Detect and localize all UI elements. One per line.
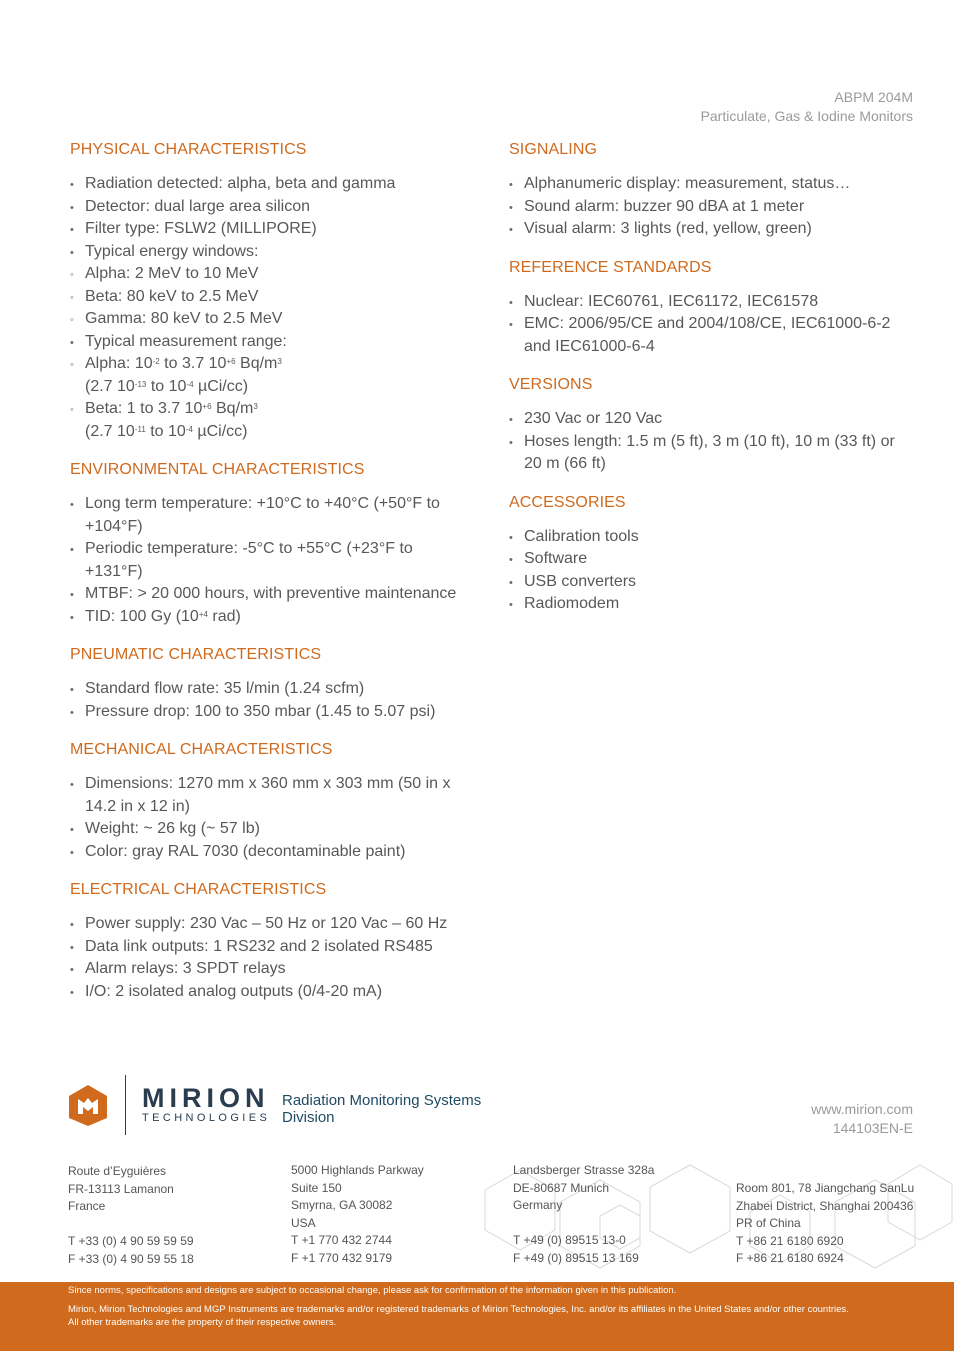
fax-number: F +86 21 6180 6924 (736, 1251, 844, 1266)
left-column (70, 140, 470, 1020)
logo-divider (125, 1075, 126, 1135)
list-item: • Hoses length: 1.5 m (5 ft), 3 m (10 ft), 10 m (33 ft) or 20 m (66 ft) (509, 431, 909, 476)
list-item: • Nuclear: IEC60761, IEC61172, IEC61578 (509, 291, 909, 314)
brand-logo-block (67, 1075, 507, 1137)
section-physical (70, 140, 470, 443)
list-item: • Radiomodem (509, 593, 909, 616)
division-name (282, 1092, 481, 1126)
address-line: Suite 150 (291, 1180, 342, 1195)
division-line-1: Radiation Monitoring Systems (282, 1092, 482, 1109)
section-mechanical (70, 740, 470, 863)
brand-tagline: TECHNOLOGIES (142, 1112, 271, 1124)
list-item: • Pressure drop: 100 to 350 mbar (1.45 to 5.07 psi) (70, 701, 470, 724)
address-line: FR-13113 Lamanon (68, 1181, 174, 1196)
trademark-line: Mirion, Mirion Technologies and MGP Instruments are trademarks and/or registered trademarks of Mirion Technologies, Inc. and/or its affiliates in the United States and/or other countries. (68, 1304, 849, 1315)
section-pneumatic (70, 645, 470, 723)
website-link[interactable]: www.mirion.com (811, 1101, 913, 1117)
list-item: • Periodic temperature: -5°C to +55°C (+23°F to +131°F) (70, 538, 470, 583)
list-item: • Radiation detected: alpha, beta and gamma (70, 173, 470, 196)
right-column (509, 140, 909, 633)
list-item: • Alarm relays: 3 SPDT relays (70, 958, 470, 981)
list-item: • Color: gray RAL 7030 (decontaminable paint) (70, 841, 470, 864)
list-item: • MTBF: > 20 000 hours, with preventive maintenance (70, 583, 470, 606)
list-item: • Weight: ~ 26 kg (~ 57 lb) (70, 818, 470, 841)
list-item: • Visual alarm: 3 lights (red, yellow, green) (509, 218, 909, 241)
address-line: DE-80687 Munich (513, 1180, 610, 1195)
section-signaling (509, 140, 909, 241)
address-line: Germany (513, 1198, 563, 1213)
fax-number: F +33 (0) 4 90 59 55 18 (68, 1251, 194, 1266)
list-subitem-rich: ◦ Alpha: $10^{-2}$ to 3.7 $10^{+6}$ $Bq/m^3$ (2.7 $10^{-13}$ to $10^{-4}$ µCi/cc) (70, 353, 470, 398)
address-france (68, 1163, 194, 1269)
address-line: Smyrna, GA 30082 (291, 1198, 393, 1213)
section-environmental (70, 460, 470, 628)
footer-trademarks (68, 1303, 849, 1329)
section-title: ENVIRONMENTAL CHARACTERISTICS (70, 461, 365, 478)
section-title: MECHANICAL CHARACTERISTICS (70, 741, 333, 758)
address-line: Landsberger Strasse 328a (513, 1163, 655, 1177)
list-item: • I/O: 2 isolated analog outputs (0/4-20 mA) (70, 981, 470, 1004)
section-title: ACCESSORIES (509, 493, 626, 511)
list-item: • Standard flow rate: 35 l/min (1.24 scfm) (70, 678, 470, 701)
phone-number: T +1 770 432 2744 (291, 1233, 392, 1248)
address-china (736, 1180, 914, 1268)
fax-number: F +49 (0) 89515 13 169 (513, 1250, 639, 1265)
list-item: • Sound alarm: buzzer 90 dBA at 1 meter (509, 196, 909, 219)
phone-number: T +49 (0) 89515 13-0 (513, 1233, 626, 1248)
phone-number: T +86 21 6180 6920 (736, 1233, 844, 1248)
trademark-line: All other trademarks are the property of their respective owners. (68, 1317, 337, 1328)
list-item: • Typical measurement range: (70, 331, 470, 354)
address-line: France (68, 1199, 106, 1214)
list-item: • Data link outputs: 1 RS232 and 2 isolated RS485 (70, 936, 470, 959)
list-item: • Long term temperature: +10°C to +40°C (+50°F to +104°F) (70, 493, 470, 538)
address-line: Room 801, 78 Jiangchang SanLu (736, 1181, 915, 1195)
address-line: 5000 Highlands Parkway (291, 1163, 424, 1177)
address-line: USA (291, 1215, 316, 1230)
section-title: SIGNALING (509, 141, 598, 158)
fax-number: F +1 770 432 9179 (291, 1250, 393, 1265)
list-item: • Detector: dual large area silicon (70, 196, 470, 219)
section-title: PHYSICAL CHARACTERISTICS (70, 141, 307, 158)
mirion-logo-icon (67, 1084, 109, 1126)
list-subitem: ◦ Gamma: 80 keV to 2.5 MeV (70, 308, 470, 331)
address-line: Zhabei District, Shanghai 200436 (736, 1198, 914, 1213)
list-item: • Typical energy windows: (70, 241, 470, 264)
list-item: • USB converters (509, 571, 909, 594)
brand-name: MIRION (142, 1083, 270, 1113)
section-title: PNEUMATIC CHARACTERISTICS (70, 646, 322, 663)
phone-number: T +33 (0) 4 90 59 59 59 (68, 1234, 194, 1249)
list-item: • Calibration tools (509, 526, 909, 549)
address-line: PR of China (736, 1216, 801, 1231)
product-code: ABPM 204M (834, 89, 913, 105)
address-germany (513, 1162, 654, 1268)
list-subitem-rich: ◦ Beta: 1 to 3.7 $10^{+6}$ $Bq/m^3$ (2.7 $10^{-11}$ to $10^{-4}$ µCi/cc) (70, 398, 470, 443)
section-electrical (70, 880, 470, 1003)
list-item: • Power supply: 230 Vac – 50 Hz or 120 Vac – 60 Hz (70, 913, 470, 936)
list-item: • Dimensions: 1270 mm x 360 mm x 303 mm (50 in x 14.2 in x 12 in) (70, 773, 470, 818)
footer-notice: Since norms, specifications and designs are subject to occasional change, please ask for confirmation of the information given in this publication. (68, 1285, 677, 1296)
address-usa (291, 1162, 424, 1268)
section-title: REFERENCE STANDARDS (509, 258, 712, 276)
document-code: 144103EN-E (832, 1120, 913, 1136)
web-info (811, 1100, 913, 1138)
division-line-2: Division (282, 1109, 335, 1126)
section-accessories (509, 493, 909, 616)
footer-bar (0, 1282, 954, 1351)
section-title: ELECTRICAL CHARACTERISTICS (70, 881, 327, 898)
list-item: • Filter type: FSLW2 (MILLIPORE) (70, 218, 470, 241)
list-item: • Alphanumeric display: measurement, status… (509, 173, 909, 196)
product-subtitle: Particulate, Gas & Iodine Monitors (700, 108, 913, 124)
section-title: VERSIONS (509, 376, 593, 393)
list-subitem: ◦ Beta: 80 keV to 2.5 MeV (70, 286, 470, 309)
section-reference-standards (509, 258, 909, 359)
document-header (701, 88, 913, 126)
list-item-rich: • TID: 100 Gy ($10^{+4}$ rad) (70, 606, 470, 629)
address-line: Route d’Eyguières (68, 1164, 167, 1178)
list-subitem: ◦ Alpha: 2 MeV to 10 MeV (70, 263, 470, 286)
list-item: • EMC: 2006/95/CE and 2004/108/CE, IEC61000-6-2 and IEC61000-6-4 (509, 313, 909, 358)
list-item: • Software (509, 548, 909, 571)
section-versions (509, 375, 909, 476)
list-item: • 230 Vac or 120 Vac (509, 408, 909, 431)
